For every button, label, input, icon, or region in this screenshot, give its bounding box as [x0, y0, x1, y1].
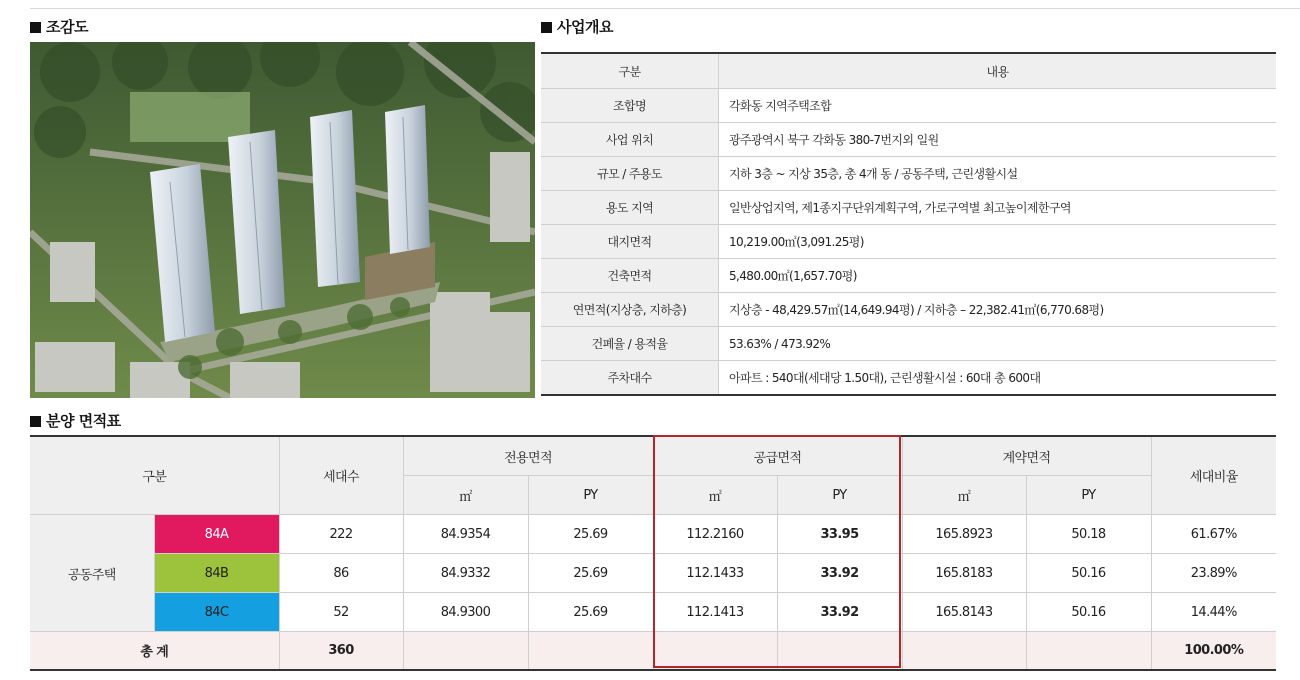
overview-row	[541, 89, 1276, 123]
contract-py-cell: 50.18	[1026, 515, 1151, 554]
supply-py-cell: 33.92	[777, 554, 902, 593]
header-unit-py: PY	[777, 476, 902, 515]
square-bullet-icon	[541, 22, 552, 33]
table-row	[30, 515, 1276, 554]
exclusive-py-cell: 25.69	[528, 593, 653, 632]
header-supply-area: 공급면적	[653, 436, 902, 476]
table-row	[30, 554, 1276, 593]
overview-value: 5,480.00㎡(1,657.70평)	[719, 259, 1277, 293]
overview-row	[541, 157, 1276, 191]
ratio-cell: 14.44%	[1151, 593, 1276, 632]
households-cell: 222	[279, 515, 403, 554]
supply-section-title	[30, 410, 121, 431]
overview-row	[541, 123, 1276, 157]
overview-row	[541, 327, 1276, 361]
supply-m2-cell: 112.2160	[653, 515, 777, 554]
empty-cell	[777, 632, 902, 671]
aerial-title-text: 조감도	[46, 18, 88, 36]
total-households: 360	[279, 632, 403, 671]
supply-m2-cell: 112.1433	[653, 554, 777, 593]
overview-value: 각화동 지역주택조합	[719, 89, 1277, 123]
aerial-section-title	[30, 16, 88, 37]
total-row	[30, 632, 1276, 671]
supply-area-table	[30, 435, 1276, 671]
header-unit-m2: ㎡	[403, 476, 528, 515]
table-row	[30, 593, 1276, 632]
empty-cell	[403, 632, 528, 671]
overview-row	[541, 259, 1276, 293]
contract-m2-cell: 165.8923	[902, 515, 1026, 554]
overview-label: 주차대수	[541, 361, 719, 396]
contract-py-cell: 50.16	[1026, 593, 1151, 632]
overview-value: 지하 3층 ~ 지상 35층, 총 4개 동 / 공동주택, 근린생활시설	[719, 157, 1277, 191]
total-ratio: 100.00%	[1151, 632, 1276, 671]
ratio-cell: 61.67%	[1151, 515, 1276, 554]
overview-value: 아파트 : 540대(세대당 1.50대), 근린생활시설 : 60대 총 600대	[719, 361, 1277, 396]
project-overview-table	[541, 52, 1276, 396]
overview-value: 10,219.00㎡(3,091.25평)	[719, 225, 1277, 259]
overview-label: 건축면적	[541, 259, 719, 293]
exclusive-m2-cell: 84.9354	[403, 515, 528, 554]
overview-label: 용도 지역	[541, 191, 719, 225]
overview-value: 일반상업지역, 제1종지구단위계획구역, 가로구역별 최고높이제한구역	[719, 191, 1277, 225]
header-unit-m2: ㎡	[653, 476, 777, 515]
supply-m2-cell: 112.1413	[653, 593, 777, 632]
overview-row	[541, 293, 1276, 327]
unit-type-badge: 84A	[154, 515, 279, 554]
header-category: 구분	[30, 436, 279, 515]
contract-m2-cell: 165.8143	[902, 593, 1026, 632]
supply-title-text: 분양 면적표	[46, 412, 121, 430]
overview-label: 연면적(지상층, 지하층)	[541, 293, 719, 327]
group-label: 공동주택	[30, 515, 154, 632]
overview-row	[541, 225, 1276, 259]
empty-cell	[902, 632, 1026, 671]
overview-label: 규모 / 주용도	[541, 157, 719, 191]
overview-title-text: 사업개요	[557, 18, 613, 36]
exclusive-py-cell: 25.69	[528, 554, 653, 593]
header-exclusive-area: 전용면적	[403, 436, 653, 476]
overview-label: 대지면적	[541, 225, 719, 259]
empty-cell	[528, 632, 653, 671]
overview-header-category: 구분	[541, 53, 719, 89]
header-contract-area: 계약면적	[902, 436, 1151, 476]
top-divider	[30, 8, 1300, 9]
overview-header-content: 내용	[719, 53, 1277, 89]
overview-section-title	[541, 16, 613, 37]
empty-cell	[653, 632, 777, 671]
header-households: 세대수	[279, 436, 403, 515]
households-cell: 86	[279, 554, 403, 593]
overview-label: 조합명	[541, 89, 719, 123]
square-bullet-icon	[30, 416, 41, 427]
empty-cell	[1026, 632, 1151, 671]
header-unit-py: PY	[1026, 476, 1151, 515]
aerial-view-image	[30, 42, 535, 398]
contract-py-cell: 50.16	[1026, 554, 1151, 593]
contract-m2-cell: 165.8183	[902, 554, 1026, 593]
exclusive-m2-cell: 84.9300	[403, 593, 528, 632]
overview-label: 사업 위치	[541, 123, 719, 157]
exclusive-py-cell: 25.69	[528, 515, 653, 554]
overview-value: 광주광역시 북구 각화동 380-7번지외 일원	[719, 123, 1277, 157]
header-unit-py: PY	[528, 476, 653, 515]
supply-py-cell: 33.95	[777, 515, 902, 554]
header-unit-m2: ㎡	[902, 476, 1026, 515]
unit-type-badge: 84C	[154, 593, 279, 632]
header-household-ratio: 세대비율	[1151, 436, 1276, 515]
unit-type-badge: 84B	[154, 554, 279, 593]
supply-py-cell: 33.92	[777, 593, 902, 632]
ratio-cell: 23.89%	[1151, 554, 1276, 593]
square-bullet-icon	[30, 22, 41, 33]
overview-value: 지상층 - 48,429.57㎡(14,649.94평) / 지하층 – 22,382.41㎡(6,770.68평)	[719, 293, 1277, 327]
overview-row	[541, 361, 1276, 396]
overview-row	[541, 191, 1276, 225]
overview-value: 53.63% / 473.92%	[719, 327, 1277, 361]
overview-label: 건폐율 / 용적율	[541, 327, 719, 361]
exclusive-m2-cell: 84.9332	[403, 554, 528, 593]
total-label: 총 계	[30, 632, 279, 671]
households-cell: 52	[279, 593, 403, 632]
